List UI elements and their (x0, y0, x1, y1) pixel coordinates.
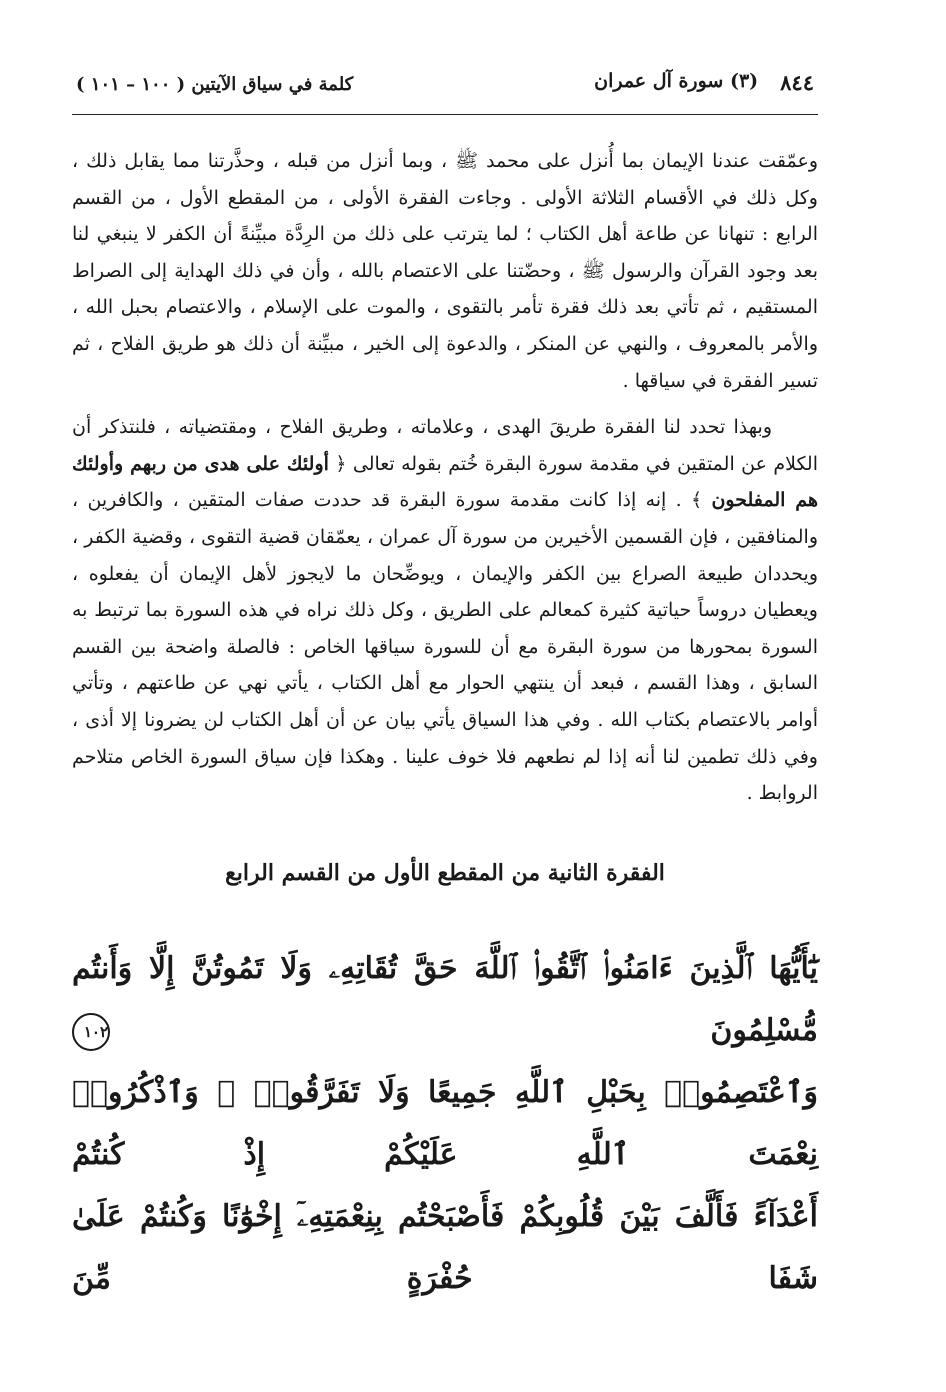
quranic-quote: أولئك على هدى من ربهم وأولئك هم المفلحون (72, 452, 818, 512)
verse-line-2: وَٱعْتَصِمُوا۟ بِحَبْلِ ٱللَّهِ جَمِيعًا وَلَا تَفَرَّقُوا۟ ۚ وَٱذْكُرُوا۟ نِعْمَتَ ٱللَّهِ عَلَيْكُمْ إِذْ كُنتُمْ (72, 1074, 818, 1172)
header-right (594, 70, 814, 95)
paragraph-2-start: وبهذا تحدد لنا الفقرة طريقَ الهدى ، وعلاماته ، وطريق الفلاح ، ومقتضياته ، فلنتذكر أن الكلام عن المتقين في مقدمة سورة البقرة خُتم بقوله تعالى ﴿ (72, 416, 819, 475)
section-context: كلمة في سياق الآيتين ( ١٠٠ – ١٠١ ) (76, 74, 354, 95)
quran-verses (72, 938, 818, 1310)
verse-number-marker: ١٠٢ (72, 1013, 110, 1051)
running-header (72, 70, 818, 115)
paragraph-2 (72, 409, 818, 812)
paragraph-1: وعمّقت عندنا الإيمان بما أُنزل على محمد ﷺ ، وبما أنزل من قبله ، وحذَّرتنا مما يقابل ذلك ، وكل ذلك في الأقسام الثلاثة الأولى . وجاءت الفقرة الأولى ، من المقطع الأول ، من القسم الرابع : تنهانا عن طاعة أهل الكتاب ؛ لما يترتب على ذلك من الرِدَّة مبيِّنةً أن الكفر لا ينبغي لنا بعد وجود القرآن والرسول ﷺ ، وحضّتنا على الاعتصام بالله ، وأن في ذلك الهداية إلى الصراط المستقيم ، ثم تأتي بعد ذلك فقرة تأمر بالتقوى ، والموت على الإسلام ، والاعتصام بحبل الله ، والأمر بالمعروف ، والنهي عن المنكر ، والدعوة إلى الخير ، مبيِّنة أن ذلك هو طريق الفلاح ، ثم تسير الفقرة في سياقها . (72, 150, 818, 392)
verse-line-1-text: يَٰٓأَيُّهَا ٱلَّذِينَ ءَامَنُوا۟ ٱتَّقُوا۟ ٱللَّهَ حَقَّ تُقَاتِهِۦ وَلَا تَمُوتُنَّ إِلَّا وَأَنتُم مُّسْلِمُونَ (72, 950, 818, 1048)
paragraph-2-end: ﴾ . إنه إذا كانت مقدمة سورة البقرة قد حددت صفات المتقين ، والكافرين ، والمنافقين ، فإن القسمين الأخيرين من سورة آل عمران ، يعمّقان قضية التقوى ، وقضية الكفر ، ويحددان طبيعة الصراع بين الكفر والإيمان ، ويوضِّحان ما لايجوز لأهل الإيمان أن يفعلوه ، ويعطيان دروساً حياتية كثيرة كمعالم على الطريق ، وكل ذلك نراه في هذه السورة بما ترتبط به السورة بمحورها من سورة البقرة مع أن للسورة سياقها الخاص : فالصلة واضحة بين القسم السابق ، وهذا القسم ، فبعد أن ينتهي الحوار مع أهل الكتاب ، يأتي نهي عن طاعتهم ، وتأتي أوامر بالاعتصام بكتاب الله . وفي هذا السياق يأتي بيان عن أن أهل الكتاب لن يضرونا إلا أذى ، وفي ذلك تطمين لنا أنه إذا لم نطعهم فلا خوف علينا . وهكذا فإن سياق السورة الخاص متلاحم الروابط . (72, 489, 818, 805)
section-heading: الفقرة الثانية من المقطع الأول من القسم الرابع (225, 859, 665, 886)
verse-line-1 (72, 938, 818, 1062)
page-number: ٨٤٤ (780, 70, 814, 95)
surah-title: (٣) سورة آل عمران (594, 70, 759, 92)
book-page (72, 70, 818, 1310)
verse-line-3: أَعْدَآءً فَأَلَّفَ بَيْنَ قُلُوبِكُمْ فَأَصْبَحْتُم بِنِعْمَتِهِۦٓ إِخْوَٰنًا وَكُنتُمْ عَلَىٰ شَفَا حُفْرَةٍ مِّنَ (72, 1198, 818, 1296)
